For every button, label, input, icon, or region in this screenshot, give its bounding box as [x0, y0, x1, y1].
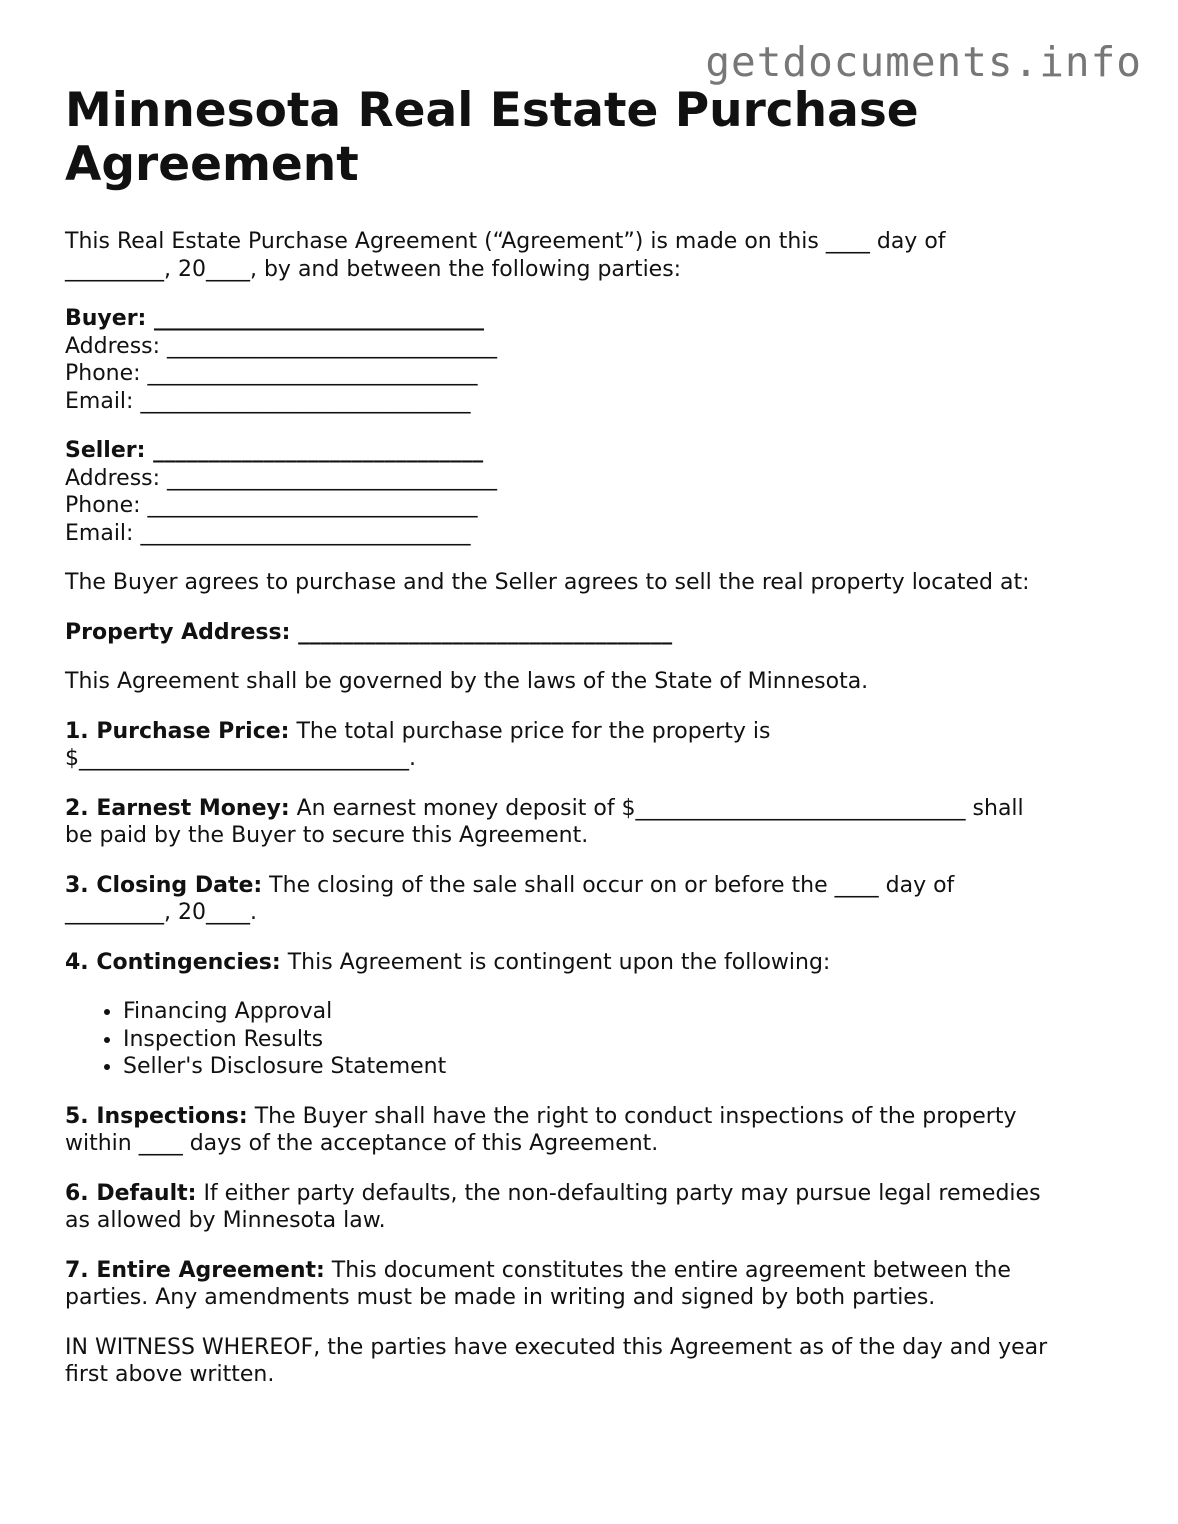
buyer-email-field: Email: ______________________________ [65, 388, 471, 414]
list-item: • Financing Approval [123, 998, 1125, 1026]
section-closing-date [65, 872, 1125, 927]
document-page [65, 84, 1125, 1389]
intro-line-1: This Real Estate Purchase Agreement (“Agreement”) is made on this ____ day of [65, 229, 946, 254]
section-purchase-price [65, 718, 1125, 773]
section-text: An earnest money deposit of $______________________________ shall [289, 795, 1024, 821]
governing-law: This Agreement shall be governed by the laws of the State of Minnesota. [65, 669, 869, 694]
witness-line-1: IN WITNESS WHEREOF, the parties have executed this Agreement as of the day and year [65, 1334, 1048, 1360]
document-title: Minnesota Real Estate Purchase Agreement [65, 83, 919, 192]
buyer-phone-field: Phone: ______________________________ [65, 361, 478, 386]
list-item: • Inspection Results [123, 1026, 1125, 1054]
seller-block [65, 437, 1125, 547]
property-address-field: Property Address: __________________________________ [65, 619, 673, 645]
intro-paragraph [65, 228, 1125, 283]
section-text: _________, 20____. [65, 900, 257, 925]
list-item: • Seller's Disclosure Statement [123, 1053, 1125, 1081]
section-heading: 1. Purchase Price: [65, 718, 290, 744]
section-earnest-money [65, 795, 1125, 850]
seller-email-field: Email: ______________________________ [65, 520, 471, 546]
contingency-list [65, 998, 1125, 1081]
section-heading: 4. Contingencies: [65, 949, 281, 975]
section-heading: 2. Earnest Money: [65, 795, 290, 821]
section-text: This Agreement is contingent upon the following: [280, 949, 831, 975]
buyer-block [65, 305, 1125, 415]
buyer-address-field: Address: ______________________________ [65, 333, 498, 359]
witness-line-2: first above written. [65, 1362, 275, 1387]
intro-line-2: _________, 20____, by and between the following parties: [65, 256, 682, 282]
section-heading: 6. Default: [65, 1180, 197, 1206]
seller-name-field: Seller: ______________________________ [65, 438, 484, 463]
section-text: The total purchase price for the property is [289, 718, 771, 744]
property-intro: The Buyer agrees to purchase and the Seller agrees to sell the real property located at: [65, 570, 1030, 595]
section-text: as allowed by Minnesota law. [65, 1208, 386, 1233]
section-text: If either party defaults, the non-defaulting party may pursue legal remedies [196, 1180, 1041, 1206]
section-text: The Buyer shall have the right to conduct inspections of the property [247, 1103, 1017, 1129]
section-entire-agreement [65, 1257, 1125, 1312]
section-contingencies [65, 949, 1125, 977]
section-text: parties. Any amendments must be made in writing and signed by both parties. [65, 1285, 936, 1310]
witness-paragraph [65, 1334, 1125, 1389]
section-heading: 7. Entire Agreement: [65, 1257, 325, 1283]
buyer-name-field: Buyer: ______________________________ [65, 306, 484, 331]
section-heading: 5. Inspections: [65, 1103, 248, 1129]
section-text: The closing of the sale shall occur on or before the ____ day of [262, 872, 955, 898]
seller-phone-field: Phone: ______________________________ [65, 493, 478, 518]
section-inspections [65, 1103, 1125, 1158]
section-text: be paid by the Buyer to secure this Agreement. [65, 823, 589, 848]
section-heading: 3. Closing Date: [65, 872, 263, 898]
section-text: $______________________________. [65, 746, 416, 771]
watermark-text: getdocuments.info [705, 38, 1142, 86]
section-default [65, 1180, 1125, 1235]
section-text: within ____ days of the acceptance of this Agreement. [65, 1131, 659, 1156]
section-text: This document constitutes the entire agreement between the [324, 1257, 1011, 1283]
seller-address-field: Address: ______________________________ [65, 465, 498, 491]
